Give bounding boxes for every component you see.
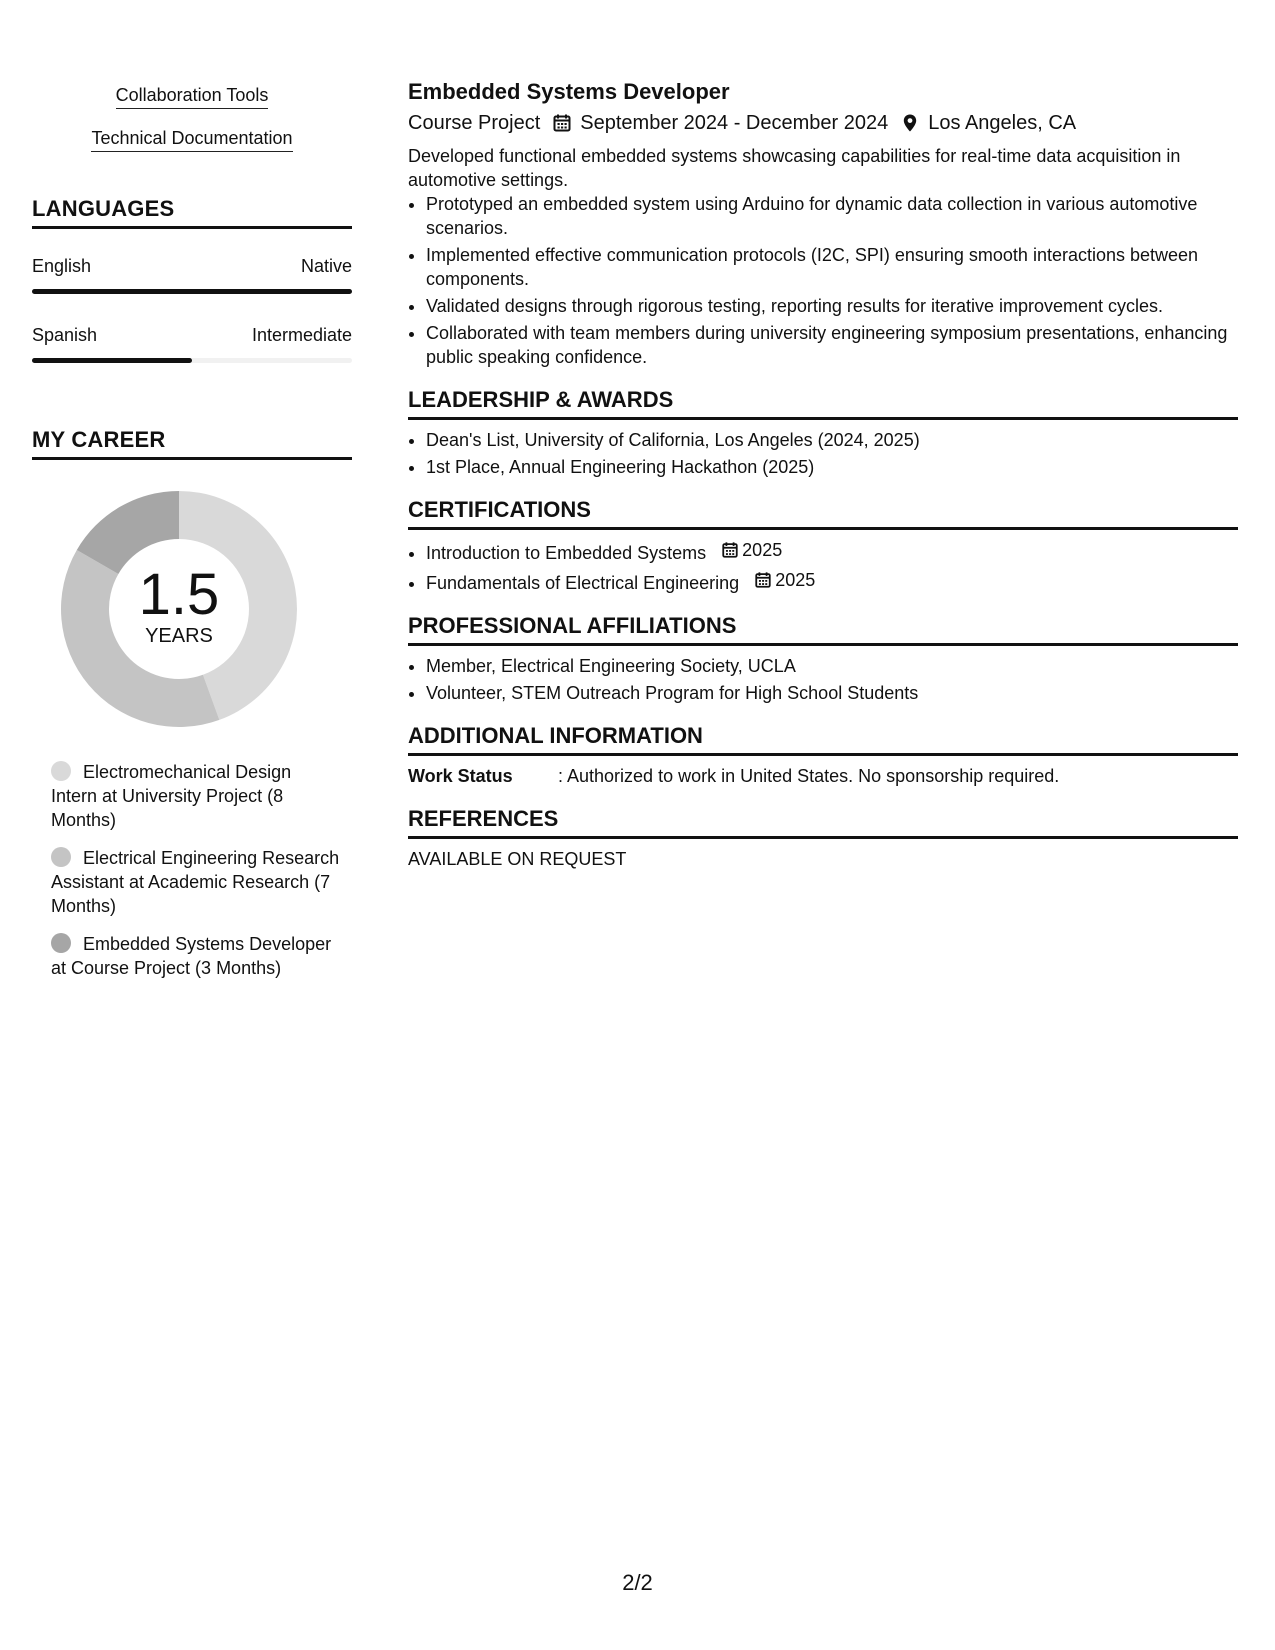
language-proficiency-bar: [32, 289, 352, 294]
language-proficiency-bar: [32, 358, 352, 363]
job-meta: [408, 110, 1238, 136]
job-location: Los Angeles, CA: [928, 112, 1077, 134]
list-item: • Implemented effective communication protocols (I2C, SPI) ensuring smooth interactions between components.: [426, 243, 1238, 291]
list-item: • Member, Electrical Engineering Society, UCLA: [426, 654, 1238, 678]
map-pin-icon: [900, 113, 920, 133]
leadership-section: [408, 387, 1238, 479]
list-item: • Prototyped an embedded system using Arduino for dynamic data collection in various automotive scenarios.: [426, 192, 1238, 240]
language-level: Native: [300, 256, 352, 276]
cert-name: Introduction to Embedded Systems: [426, 543, 707, 563]
language-name: English: [32, 256, 92, 276]
legend-item: [51, 932, 341, 980]
right-column: [408, 78, 1238, 871]
legend-swatch: [51, 761, 71, 781]
language-name: Spanish: [32, 325, 98, 345]
legend-label: Electrical Engineering Research Assistant at Academic Research (7 Months): [51, 848, 340, 916]
skill-tags: [32, 84, 352, 170]
list-item: • 1st Place, Annual Engineering Hackathon (2025): [426, 455, 1238, 479]
certifications-heading: CERTIFICATIONS: [408, 497, 1238, 530]
calendar-icon: [721, 541, 739, 559]
legend-item: [51, 760, 341, 832]
list-item: [426, 538, 1238, 565]
list-item: • Validated designs through rigorous testing, reporting results for iterative improvement cycles.: [426, 294, 1238, 318]
job-description: Developed functional embedded systems showcasing capabilities for real-time data acquisition in automotive settings.: [408, 146, 1181, 190]
job-bullets: [408, 192, 1238, 369]
references-section: [408, 806, 1238, 871]
skill-tag: Technical Documentation: [91, 127, 292, 152]
language-item: [32, 324, 352, 363]
affiliations-heading: PROFESSIONAL AFFILIATIONS: [408, 613, 1238, 646]
legend-item: [51, 846, 341, 918]
work-status-label: Work Status: [408, 766, 513, 786]
left-column: [32, 84, 352, 994]
references-heading: REFERENCES: [408, 806, 1238, 839]
job-dates: September 2024 - December 2024: [580, 112, 889, 134]
additional-heading: ADDITIONAL INFORMATION: [408, 723, 1238, 756]
affiliations-section: [408, 613, 1238, 705]
legend-label: Electromechanical Design Intern at University Project (8 Months): [51, 762, 292, 830]
leadership-heading: LEADERSHIP & AWARDS: [408, 387, 1238, 420]
skill-tag: Collaboration Tools: [116, 84, 269, 109]
work-status-value: : Authorized to work in United States. No sponsorship required.: [558, 766, 1060, 786]
languages-heading: LANGUAGES: [32, 196, 352, 229]
career-total-label: YEARS: [145, 625, 213, 647]
list-item: [426, 568, 1238, 595]
calendar-icon: [754, 571, 772, 589]
language-level: Intermediate: [251, 325, 352, 345]
job-title: Embedded Systems Developer: [408, 79, 730, 104]
donut-center: [54, 484, 304, 734]
list-item: • Collaborated with team members during university engineering symposium presentations, enhancing public speaking confidence.: [426, 321, 1238, 369]
cert-year: 2025: [775, 570, 816, 590]
career-heading: MY CAREER: [32, 427, 352, 460]
language-item: [32, 255, 352, 294]
career-donut-chart: [32, 484, 352, 734]
cert-name: Fundamentals of Electrical Engineering: [426, 573, 740, 593]
job-company: Course Project: [408, 112, 541, 134]
cert-year: 2025: [742, 540, 783, 560]
career-legend: [32, 760, 341, 980]
references-text: AVAILABLE ON REQUEST: [408, 849, 627, 869]
list-item: • Volunteer, STEM Outreach Program for High School Students: [426, 681, 1238, 705]
legend-label: Embedded Systems Developer at Course Project (3 Months): [51, 934, 332, 978]
language-proficiency-fill: [32, 358, 192, 363]
language-proficiency-fill: [32, 289, 352, 294]
page-number: 2/2: [622, 1570, 653, 1595]
additional-section: [408, 723, 1238, 788]
legend-swatch: [51, 933, 71, 953]
career-total-value: 1.5: [138, 562, 220, 627]
certifications-section: [408, 497, 1238, 595]
legend-swatch: [51, 847, 71, 867]
work-status-row: [408, 764, 1238, 788]
list-item: • Dean's List, University of California, Los Angeles (2024, 2025): [426, 428, 1238, 452]
calendar-icon: [552, 113, 572, 133]
